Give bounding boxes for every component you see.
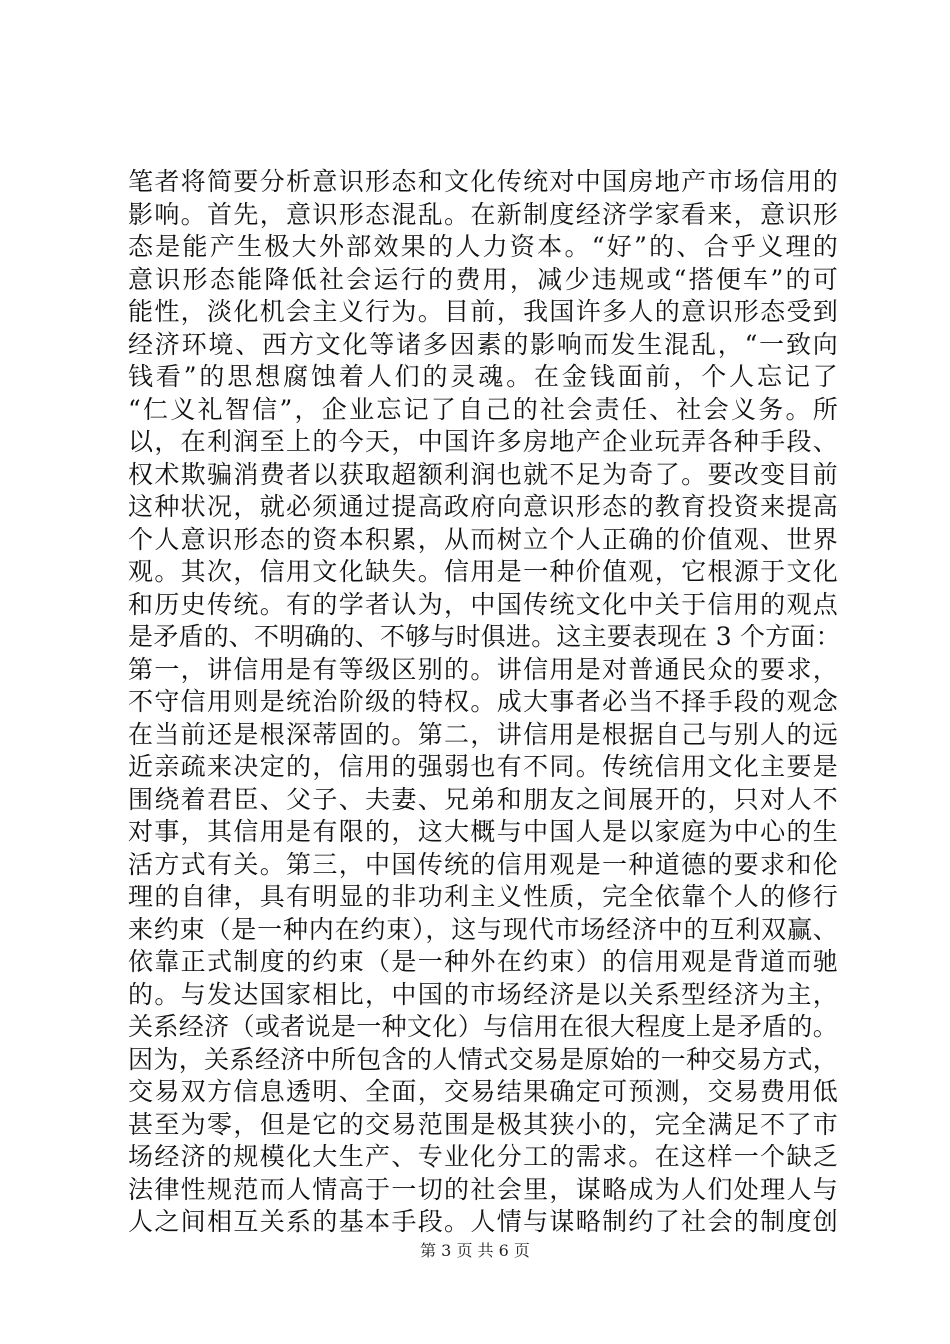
text-line: 经济环境、西方文化等诸多因素的影响而发生混乱，“一致向: [128, 329, 838, 359]
text-line: 这种状况，就必须通过提高政府向意识形态的教育投资来提高: [128, 492, 838, 521]
text-line: 因为，关系经济中所包含的人情式交易是原始的一种交易方式，: [128, 1044, 838, 1074]
text-line: 来约束（是一种内在约束），这与现代市场经济中的互利双赢、: [128, 914, 838, 944]
text-line: 影响。首先，意识形态混乱。在新制度经济学家看来，意识形: [128, 199, 838, 229]
text-line: 活方式有关。第三，中国传统的信用观是一种道德的要求和伦: [128, 849, 838, 879]
text-line: 依靠正式制度的约束（是一种外在约束）的信用观是背道而驰: [128, 947, 838, 976]
text-line: 甚至为零，但是它的交易范围是极其狭小的，完全满足不了市: [128, 1109, 838, 1139]
text-line: 意识形态能降低社会运行的费用，减少违规或“搭便车”的可: [128, 264, 838, 294]
text-line: 以，在利润至上的今天，中国许多房地产企业玩弄各种手段、: [128, 427, 838, 456]
text-line: 关系经济（或者说是一种文化）与信用在很大程度上是矛盾的。: [128, 1012, 838, 1041]
text-line: 对事，其信用是有限的，这大概与中国人是以家庭为中心的生: [128, 817, 838, 846]
text-line: 个人意识形态的资本积累，从而树立个人正确的价值观、世界: [128, 524, 838, 554]
text-line: 理的自律，具有明显的非功利主义性质，完全依靠个人的修行: [128, 882, 838, 911]
text-line: 第一，讲信用是有等级区别的。讲信用是对普通民众的要求，: [128, 654, 838, 684]
body-paragraph: [128, 166, 841, 1239]
text-line: 场经济的规模化大生产、专业化分工的需求。在这样一个缺乏: [128, 1142, 838, 1171]
text-line: 权术欺骗消费者以获取超额利润也就不足为奇了。要改变目前: [128, 459, 838, 489]
text-line: 在当前还是根深蒂固的。第二，讲信用是根据自己与别人的远: [128, 719, 838, 749]
text-line: 笔者将简要分析意识形态和文化传统对中国房地产市场信用的: [128, 167, 838, 196]
text-line: “仁义礼智信”，企业忘记了自己的社会责任、社会义务。所: [128, 394, 838, 424]
text-line: 是矛盾的、不明确的、不够与时俱进。这主要表现在 3 个方面：: [128, 622, 841, 651]
page-footer: 第 3 页 共 6 页: [420, 1241, 530, 1260]
text-line: 的。与发达国家相比，中国的市场经济是以关系型经济为主，: [128, 979, 838, 1009]
text-line: 观。其次，信用文化缺失。信用是一种价值观，它根源于文化: [128, 557, 838, 586]
text-line: 法律性规范而人情高于一切的社会里，谋略成为人们处理人与: [128, 1174, 838, 1204]
text-line: 钱看”的思想腐蚀着人们的灵魂。在金钱面前，个人忘记了: [128, 362, 838, 391]
text-line: 和历史传统。有的学者认为，中国传统文化中关于信用的观点: [128, 589, 838, 619]
text-line: 不守信用则是统治阶级的特权。成大事者必当不择手段的观念: [128, 687, 838, 716]
text-line: 近亲疏来决定的，信用的强弱也有不同。传统信用文化主要是: [128, 752, 838, 781]
text-line: 人之间相互关系的基本手段。人情与谋略制约了社会的制度创: [128, 1207, 838, 1236]
text-line: 交易双方信息透明、全面，交易结果确定可预测，交易费用低: [128, 1077, 838, 1106]
text-line: 围绕着君臣、父子、夫妻、兄弟和朋友之间展开的，只对人不: [128, 784, 838, 814]
text-line: 能性，淡化机会主义行为。目前，我国许多人的意识形态受到: [128, 297, 838, 326]
text-line: 态是能产生极大外部效果的人力资本。“好”的、合乎义理的: [128, 232, 838, 261]
